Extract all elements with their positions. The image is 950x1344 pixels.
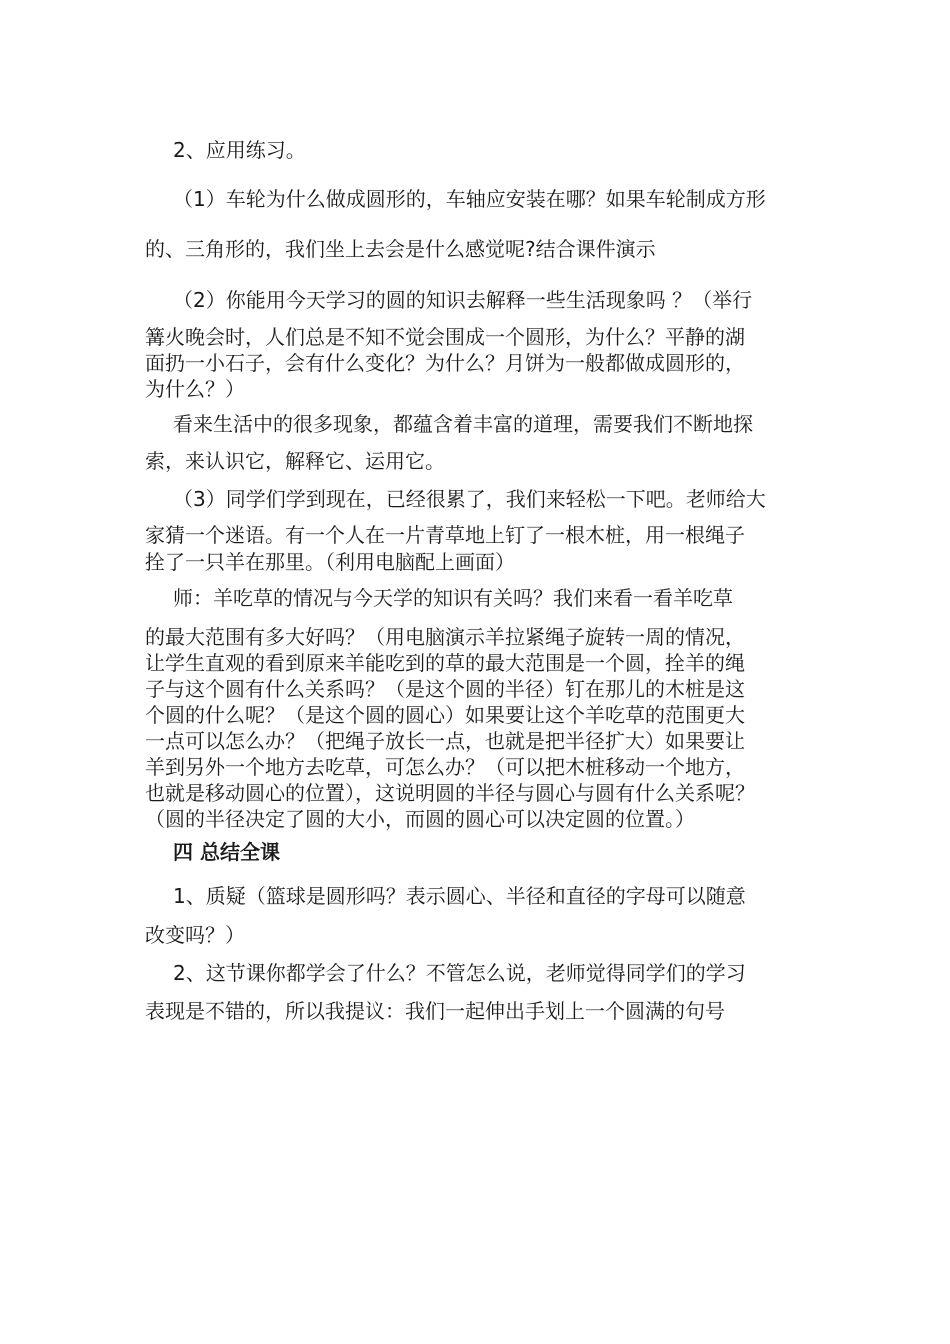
text-line: 一点可以怎么办？（把绳子放长一点，也就是把半径扩大）如果要让: [145, 729, 745, 753]
text-line: 的、三角形的，我们坐上去会是什么感觉呢?结合课件演示: [145, 237, 656, 261]
text-line: 为什么？）: [145, 377, 245, 401]
text-line: 看来生活中的很多现象，都蕴含着丰富的道理，需要我们不断地探: [173, 412, 753, 436]
text-line: 2、应用练习。: [173, 138, 306, 162]
text-line: 拴了一只羊在那里。（利用电脑配上画面）: [145, 550, 515, 574]
text-line: 让学生直观的看到原来羊能吃到的草的最大范围是一个圆，拴羊的绳: [145, 651, 745, 675]
text-line: 改变吗？）: [145, 923, 245, 947]
text-line: 索，来认识它，解释它、运用它。: [145, 449, 445, 473]
text-line: 个圆的什么呢？（是这个圆的圆心）如果要让这个羊吃草的范围更大: [145, 703, 745, 727]
text-line: 2、这节课你都学会了什么？不管怎么说，老师觉得同学们的学习: [173, 961, 746, 985]
text-line: 1、质疑（篮球是圆形吗？表示圆心、半径和直径的字母可以随意: [173, 884, 746, 908]
text-line: 面扔一小石子，会有什么变化？为什么？月饼为一般都做成圆形的，: [145, 351, 745, 375]
text-line: 羊到另外一个地方去吃草，可怎么办？（可以把木桩移动一个地方，: [145, 755, 745, 779]
text-line: （圆的半径决定了圆的大小，而圆的圆心可以决定圆的位置。）: [145, 807, 695, 831]
text-line: 家猜一个迷语。有一个人在一片青草地上钉了一根木桩，用一根绳子: [145, 523, 745, 547]
text-line: 表现是不错的，所以我提议：我们一起伸出手划上一个圆满的句号: [145, 999, 725, 1023]
section-heading: 四 总结全课: [173, 840, 280, 864]
text-line: 篝火晚会时，人们总是不知不觉会围成一个圆形，为什么？平静的湖: [145, 325, 745, 349]
text-line: （1）车轮为什么做成圆形的，车轴应安装在哪？如果车轮制成方形: [173, 187, 766, 211]
text-line: 的最大范围有多大好吗？（用电脑演示羊拉紧绳子旋转一周的情况，: [145, 625, 745, 649]
text-line: 子与这个圆有什么关系吗？（是这个圆的半径）钉在那儿的木桩是这: [145, 677, 745, 701]
text-line: 也就是移动圆心的位置），这说明圆的半径与圆心与圆有什么关系呢？: [145, 781, 755, 805]
text-line: （3）同学们学到现在，已经很累了，我们来轻松一下吧。老师给大: [173, 487, 766, 511]
text-line: 师：羊吃草的情况与今天学的知识有关吗？我们来看一看羊吃草: [173, 586, 733, 610]
text-line: （2）你能用今天学习的圆的知识去解释一些生活现象吗 ？（举行: [173, 288, 753, 312]
